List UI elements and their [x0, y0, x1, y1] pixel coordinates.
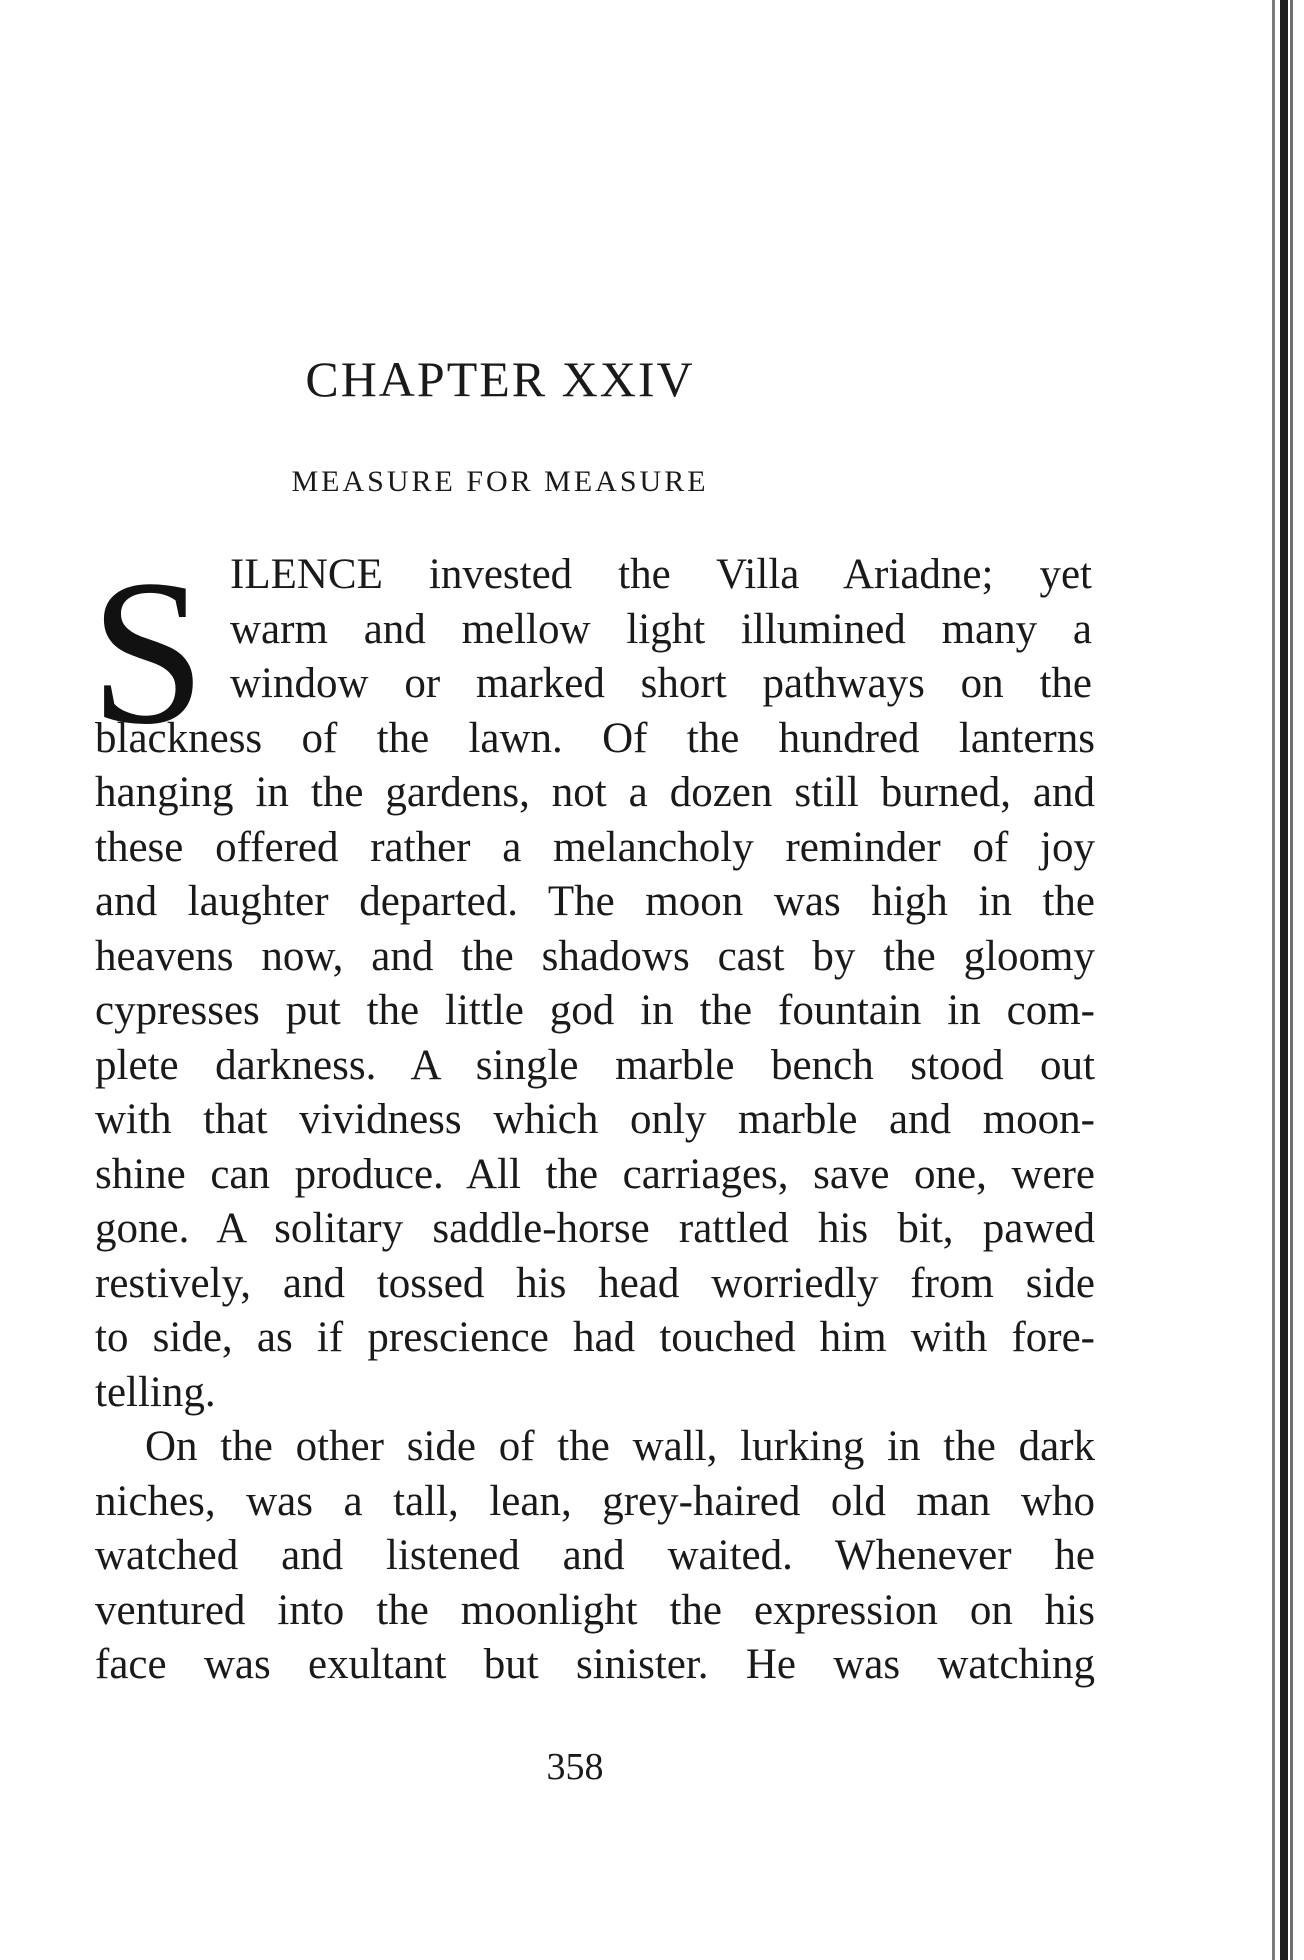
text-line: gone. A solitary saddle-horse rattled his bit, pawed	[95, 1205, 1095, 1252]
text-line: these offered rather a melancholy reminder of joy	[95, 823, 1095, 871]
text-line: blackness of the lawn. Of the hundred lanterns	[95, 714, 1095, 762]
chapter-heading: CHAPTER XXIV	[305, 351, 695, 407]
page-number: 358	[546, 1746, 604, 1788]
text-line: telling.	[95, 1368, 216, 1416]
text-line: restively, and tossed his head worriedly from side	[95, 1259, 1095, 1307]
text-line: On the other side of the wall, lurking in the dark	[145, 1423, 1095, 1470]
text-line: watched and listened and waited. Whenever he	[95, 1532, 1095, 1579]
text-line: with that vividness which only marble and moon-	[95, 1096, 1095, 1143]
text-line: shine can produce. All the carriages, save one, were	[95, 1150, 1095, 1198]
text-line: ILENCE invested the Villa Ariadne; yet	[230, 551, 1092, 598]
text-line: heavens now, and the shadows cast by the gloomy	[95, 932, 1095, 980]
text-line: face was exultant but sinister. He was watching	[95, 1641, 1095, 1688]
text-line: cypresses put the little god in the fountain in com-	[95, 987, 1095, 1034]
text-line: window or marked short pathways on the	[230, 660, 1092, 707]
drop-cap: S	[90, 537, 206, 767]
binding-edge	[1266, 0, 1304, 1960]
text-line: ventured into the moonlight the expression on his	[95, 1586, 1095, 1634]
text-line: and laughter departed. The moon was high in the	[95, 878, 1095, 925]
text-line: plete darkness. A single marble bench stood out	[95, 1041, 1095, 1089]
text-line: hanging in the gardens, not a dozen still burned, and	[95, 769, 1095, 816]
chapter-subtitle: MEASURE FOR MEASURE	[291, 465, 709, 498]
text-line: to side, as if prescience had touched him with fore-	[95, 1314, 1095, 1361]
text-line: niches, was a tall, lean, grey-haired old man who	[95, 1477, 1095, 1525]
text-line: warm and mellow light illumined many a	[230, 605, 1092, 653]
